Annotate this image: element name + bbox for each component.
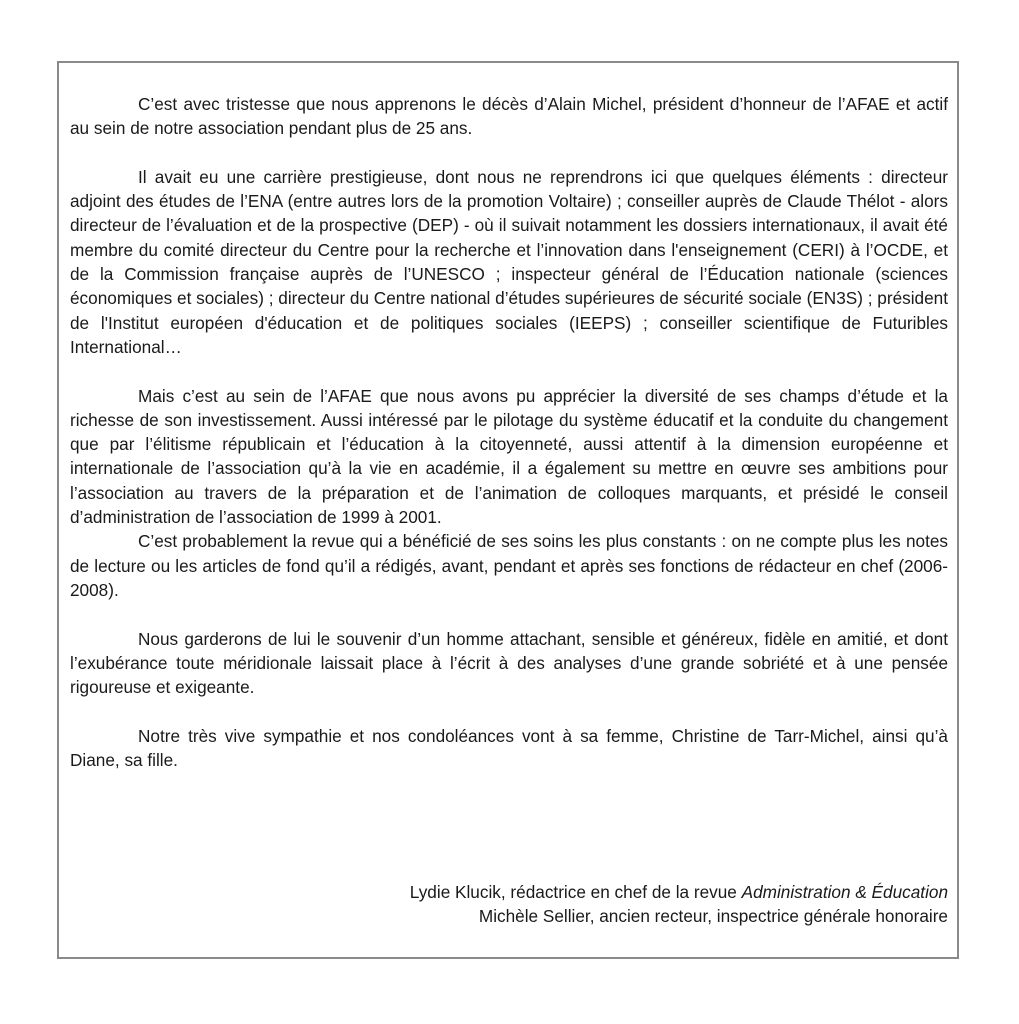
paragraph-memory: Nous garderons de lui le souvenir d’un homme attachant, sensible et généreux, fidèle en amitié, et dont l’exubérance toute méridionale laissait place à l’écrit à des analyses d’une grande sobriété et à une pensée rigoureuse et exigeante. <box>70 628 948 698</box>
paragraph-afae-role: Mais c’est au sein de l’AFAE que nous avons pu apprécier la diversité de ses champs d’étude et la richesse de son investissement. Aussi intéressé par le pilotage du système éducatif et la conduite du changement que par l’élitisme républicain et l’éducation à la citoyenneté, aussi attentif à la dimension européenne et internationale de l’association qu’à la vie en académie, il a également su mettre en œuvre ses ambitions pour l’association au travers de la préparation et de l’animation de colloques marquants, et présidé le conseil d’administration de l’association de 1999 à 2001. <box>70 385 948 528</box>
letter-body <box>70 92 948 772</box>
paragraph-announcement: C’est avec tristesse que nous apprenons le décès d’Alain Michel, président d’honneur de l’AFAE et actif au sein de notre association pendant plus de 25 ans. <box>70 94 948 139</box>
paragraph-career: Il avait eu une carrière prestigieuse, dont nous ne reprendrons ici que quelques éléments : directeur adjoint des études de l’ENA (entre autres lors de la promotion Voltaire) ; conseiller auprès de Claude Thélot - alors directeur de l’évaluation et de la prospective (DEP) - où il suivait notamment les dossiers internationaux, il avait été membre du comité directeur du Centre pour la recherche et l’innovation dans l'enseignement (CERI) à l’OCDE, et de la Commission française auprès de l’UNESCO ; inspecteur général de l’Éducation nationale (sciences économiques et sociales) ; directeur du Centre national d’études supérieures de sécurité sociale (EN3S) ; président de l'Institut européen d'éducation et de politiques sociales (IEEPS) ; conseiller scientifique de Futuribles International… <box>70 166 948 357</box>
paragraph-spacer <box>70 141 948 165</box>
journal-title: Administration & Éducation <box>741 882 948 902</box>
paragraph-spacer <box>70 359 948 383</box>
paragraph-spacer <box>70 602 948 626</box>
signature-line-1 <box>70 880 948 904</box>
signature-line-2: Michèle Sellier, ancien recteur, inspectrice générale honoraire <box>478 906 948 927</box>
paragraph-condolences: Notre très vive sympathie et nos condoléances vont à sa femme, Christine de Tarr-Michel, ainsi qu’à Diane, sa fille. <box>70 725 948 771</box>
signature-author-1: Lydie Klucik, rédactrice en chef de la revue <box>409 882 742 902</box>
signature-block <box>70 880 948 929</box>
paragraph-spacer <box>70 699 948 723</box>
paragraph-revue: C’est probablement la revue qui a bénéficié de ses soins les plus constants : on ne compte plus les notes de lecture ou les articles de fond qu’il a rédigés, avant, pendant et après ses fonctions de rédacteur en chef (2006-2008). <box>70 531 948 600</box>
